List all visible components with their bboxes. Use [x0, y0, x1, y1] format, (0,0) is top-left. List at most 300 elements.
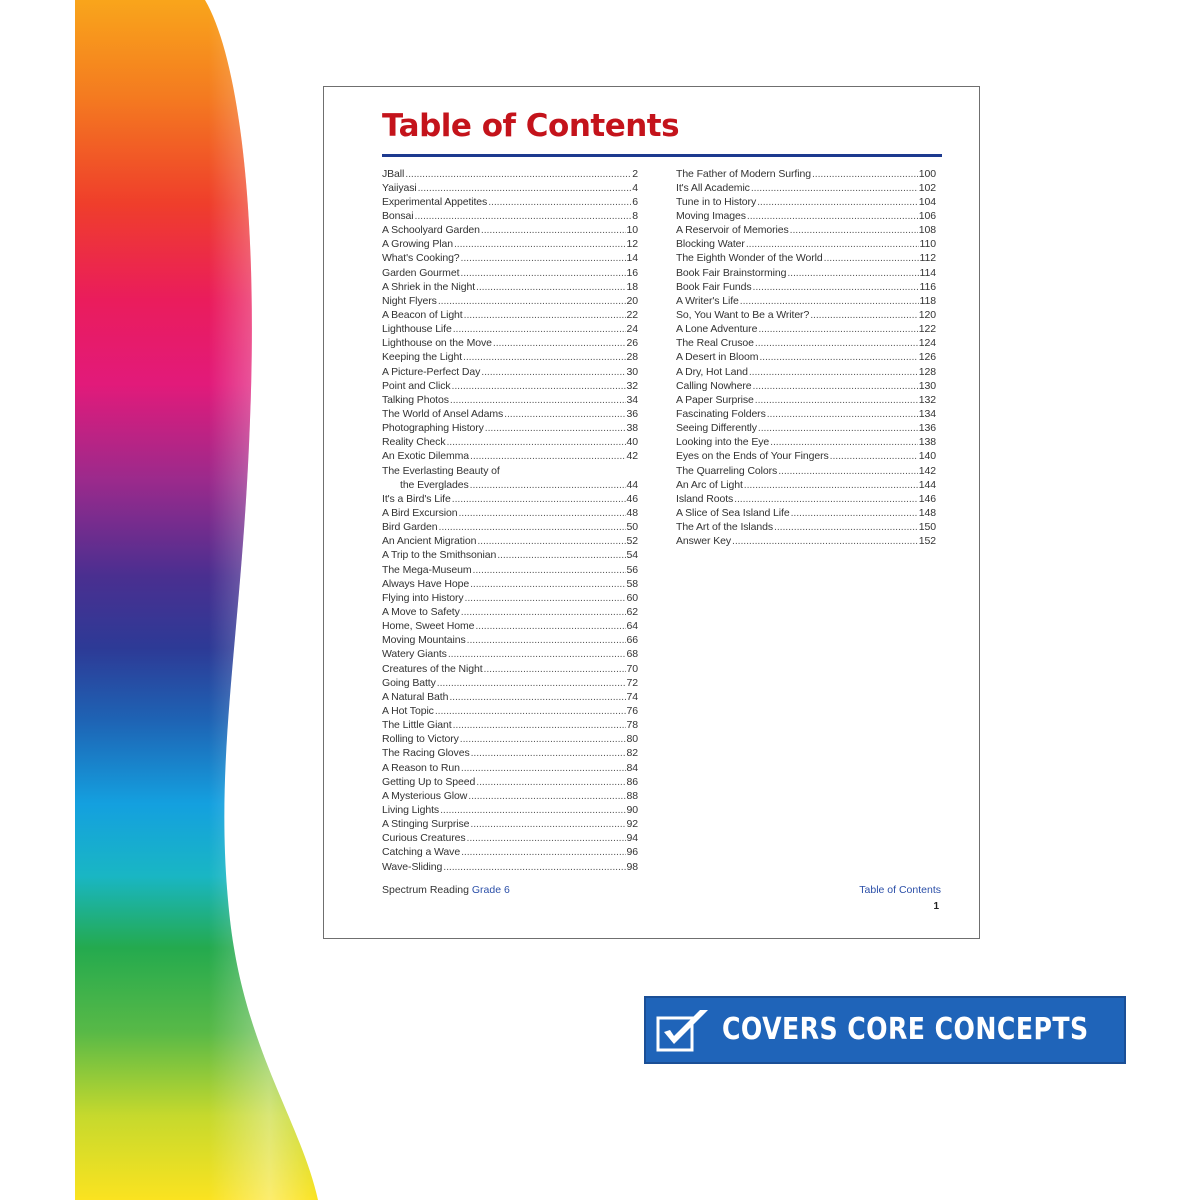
toc-leader-dots	[812, 169, 918, 180]
toc-leader-dots	[824, 253, 919, 264]
toc-entry-page: 6	[632, 195, 638, 208]
toc-leader-dots	[415, 211, 632, 222]
toc-entry-title: A Desert in Bloom	[676, 351, 759, 364]
toc-leader-dots	[461, 763, 626, 774]
toc-entry	[382, 646, 638, 660]
toc-entry	[676, 222, 936, 236]
toc-leader-dots	[749, 367, 918, 378]
toc-entry-title: Answer Key	[676, 535, 732, 548]
toc-leader-dots	[468, 791, 625, 802]
toc-entry-page: 88	[626, 789, 638, 802]
toc-entry-title: What's Cooking?	[382, 252, 460, 265]
toc-entry-page: 124	[918, 337, 936, 350]
toc-leader-dots	[497, 550, 625, 561]
toc-entry-page: 126	[918, 351, 936, 364]
toc-entry-title: Bonsai	[382, 210, 414, 223]
toc-entry	[676, 405, 936, 419]
toc-entry-page: 72	[626, 676, 638, 689]
toc-entry	[676, 448, 936, 462]
toc-entry-title: A Trip to the Smithsonian	[382, 549, 497, 562]
toc-entry	[382, 660, 638, 674]
toc-entry-page: 56	[626, 563, 638, 576]
toc-entry-title: Lighthouse Life	[382, 323, 452, 336]
toc-entry-title: It's a Bird's Life	[382, 492, 451, 505]
toc-entry	[382, 504, 638, 518]
toc-entry-page: 90	[626, 803, 638, 816]
toc-entry-title: It's All Academic	[676, 181, 750, 194]
toc-leader-dots	[753, 282, 919, 293]
footer-series	[382, 884, 510, 896]
toc-entry-page: 130	[918, 379, 936, 392]
toc-leader-dots	[810, 310, 918, 321]
toc-entry-title: Book Fair Funds	[676, 280, 752, 293]
footer-grade: Grade 6	[471, 884, 510, 896]
toc-entry	[382, 179, 638, 193]
toc-entry	[382, 561, 638, 575]
toc-entry-page: 102	[918, 181, 936, 194]
toc-entry-title: Lighthouse on the Move	[382, 337, 492, 350]
toc-entry-title: A Reservoir of Memories	[676, 224, 789, 237]
toc-entry-page: 110	[919, 238, 936, 251]
toc-leader-dots	[830, 451, 918, 462]
toc-leader-dots	[463, 352, 625, 363]
toc-entry-page: 84	[626, 761, 638, 774]
toc-entry-page: 52	[626, 535, 638, 548]
toc-leader-dots	[751, 183, 918, 194]
toc-leader-dots	[452, 381, 626, 392]
toc-entry-page: 20	[626, 294, 638, 307]
toc-entry-title: The Quarreling Colors	[676, 464, 778, 477]
toc-entry-page: 58	[626, 577, 638, 590]
toc-entry-page: 140	[918, 450, 936, 463]
toc-entry	[382, 165, 638, 179]
toc-entry-title: A Paper Surprise	[676, 393, 754, 406]
toc-leader-dots	[461, 253, 626, 264]
toc-entry-title: A Stinging Surprise	[382, 818, 470, 831]
toc-entry	[382, 193, 638, 207]
toc-leader-dots	[448, 649, 626, 660]
toc-entry	[382, 462, 638, 476]
toc-entry-page: 150	[918, 521, 936, 534]
toc-entry	[382, 377, 638, 391]
toc-entry	[382, 306, 638, 320]
toc-entry-title: JBall	[382, 167, 405, 180]
toc-entry-title: Yaiiyasi	[382, 181, 417, 194]
toc-leader-dots	[484, 664, 626, 675]
toc-leader-dots	[471, 748, 626, 759]
toc-entry-title: A Hot Topic	[382, 704, 434, 717]
toc-entry-page: 12	[626, 238, 638, 251]
toc-entry	[676, 476, 936, 490]
toc-entry-title: the Everglades	[400, 478, 469, 491]
toc-entry	[676, 504, 936, 518]
toc-entry-title: Eyes on the Ends of Your Fingers	[676, 450, 829, 463]
toc-entry-title: Catching a Wave	[382, 846, 461, 859]
toc-entry	[382, 547, 638, 561]
toc-entry	[382, 745, 638, 759]
toc-entry-title: Reality Check	[382, 436, 446, 449]
toc-entry-page: 68	[626, 648, 638, 661]
toc-entry	[676, 349, 936, 363]
toc-entry-title: Going Batty	[382, 676, 436, 689]
toc-entry-title: The Racing Gloves	[382, 747, 470, 760]
toc-entry-title: A Shriek in the Night	[382, 280, 476, 293]
toc-leader-dots	[757, 197, 918, 208]
toc-leader-dots	[770, 437, 918, 448]
banner-text: COVERS CORE CONCEPTS	[722, 1012, 1089, 1047]
toc-entry-page: 30	[626, 365, 638, 378]
toc-leader-dots	[446, 437, 625, 448]
toc-leader-dots	[405, 169, 631, 180]
toc-entry-title: Tune in to History	[676, 195, 757, 208]
toc-entry-page: 60	[626, 591, 638, 604]
toc-entry	[382, 448, 638, 462]
toc-leader-dots	[758, 324, 917, 335]
toc-entry-title: Island Roots	[676, 492, 734, 505]
page-number: 1	[933, 901, 939, 912]
toc-leader-dots	[774, 522, 918, 533]
toc-entry-page: 16	[626, 266, 638, 279]
toc-entry	[382, 632, 638, 646]
toc-leader-dots	[759, 352, 917, 363]
toc-entry	[382, 575, 638, 589]
toc-entry-page: 4	[632, 181, 638, 194]
toc-entry	[676, 207, 936, 221]
toc-entry-title: Book Fair Brainstorming	[676, 266, 787, 279]
checkbox-check-icon	[656, 1008, 714, 1054]
toc-entry	[676, 250, 936, 264]
toc-entry	[676, 193, 936, 207]
toc-entry	[382, 405, 638, 419]
toc-leader-dots	[481, 367, 625, 378]
toc-leader-dots	[747, 211, 918, 222]
toc-entry-page: 144	[918, 478, 936, 491]
toc-entry-title: Night Flyers	[382, 294, 437, 307]
toc-leader-dots	[488, 197, 631, 208]
toc-entry-page: 44	[626, 478, 638, 491]
toc-entry-page: 48	[626, 507, 638, 520]
toc-entry	[676, 165, 936, 179]
toc-entry-page: 92	[626, 818, 638, 831]
toc-entry	[382, 519, 638, 533]
toc-leader-dots	[758, 423, 918, 434]
toc-entry-title: Living Lights	[382, 803, 440, 816]
toc-entry	[382, 589, 638, 603]
toc-entry	[676, 278, 936, 292]
toc-leader-dots	[755, 338, 918, 349]
toc-entry-title: Curious Creatures	[382, 832, 466, 845]
toc-entry-title: Creatures of the Night	[382, 662, 483, 675]
toc-entry	[382, 476, 638, 490]
toc-leader-dots	[778, 466, 918, 477]
toc-leader-dots	[450, 395, 626, 406]
toc-entry-page: 14	[626, 252, 638, 265]
toc-leader-dots	[460, 268, 625, 279]
toc-entry	[382, 363, 638, 377]
toc-entry	[382, 222, 638, 236]
toc-leader-dots	[481, 225, 626, 236]
toc-entry-title: The Art of the Islands	[676, 521, 774, 534]
page-title: Table of Contents	[382, 108, 680, 144]
toc-entry	[382, 688, 638, 702]
toc-entry-page: 62	[626, 606, 638, 618]
toc-entry	[676, 377, 936, 391]
toc-leader-dots	[440, 805, 625, 816]
toc-leader-dots	[755, 395, 918, 406]
toc-leader-dots	[461, 847, 625, 858]
toc-entry-title: An Arc of Light	[676, 478, 743, 491]
toc-leader-dots	[504, 409, 625, 420]
toc-right-column	[676, 165, 936, 547]
toc-entry-title: The Little Giant	[382, 719, 452, 732]
toc-leader-dots	[438, 296, 626, 307]
toc-entry	[382, 787, 638, 801]
toc-entry-page: 66	[626, 634, 638, 647]
toc-entry	[382, 264, 638, 278]
toc-entry-page: 34	[626, 393, 638, 406]
toc-entry-page: 70	[626, 662, 638, 675]
toc-entry-title: A Reason to Run	[382, 761, 460, 774]
toc-entry-title: The Eighth Wonder of the World	[676, 252, 823, 265]
toc-entry-page: 116	[919, 280, 936, 293]
toc-leader-dots	[734, 494, 918, 505]
toc-entry-title: Home, Sweet Home	[382, 620, 475, 633]
toc-entry	[676, 179, 936, 193]
toc-entry-title: The Real Crusoe	[676, 337, 754, 350]
toc-entry-title: Rolling to Victory	[382, 733, 459, 746]
toc-entry-page: 2	[632, 167, 638, 180]
toc-entry	[382, 250, 638, 264]
toc-entry-page: 132	[918, 393, 936, 406]
toc-entry	[676, 391, 936, 405]
toc-leader-dots	[443, 862, 625, 873]
toc-entry	[382, 815, 638, 829]
toc-entry-title: Moving Images	[676, 210, 746, 223]
toc-entry-title: Photographing History	[382, 422, 484, 435]
toc-entry-title: Garden Gourmet	[382, 266, 460, 279]
toc-entry-title: Calling Nowhere	[676, 379, 752, 392]
toc-leader-dots	[452, 494, 626, 505]
toc-entry-title: Watery Giants	[382, 648, 447, 661]
toc-leader-dots	[732, 536, 918, 547]
toc-entry	[676, 519, 936, 533]
toc-entry-page: 78	[626, 719, 638, 732]
toc-entry	[382, 618, 638, 632]
toc-entry-page: 64	[626, 620, 638, 633]
toc-leader-dots	[470, 451, 626, 462]
toc-entry	[382, 674, 638, 688]
toc-entry	[382, 801, 638, 815]
toc-entry-page: 106	[918, 210, 936, 223]
toc-leader-dots	[439, 522, 626, 533]
toc-entry-title: The Everlasting Beauty of	[382, 464, 500, 477]
toc-entry	[676, 292, 936, 306]
toc-leader-dots	[454, 239, 626, 250]
toc-entry	[382, 391, 638, 405]
toc-entry	[382, 858, 638, 872]
toc-entry	[382, 349, 638, 363]
toc-leader-dots	[476, 777, 625, 788]
toc-leader-dots	[461, 607, 626, 618]
toc-entry	[382, 292, 638, 306]
toc-entry	[382, 335, 638, 349]
toc-leader-dots	[458, 508, 625, 519]
toc-entry-title: The Father of Modern Surfing	[676, 167, 811, 180]
toc-entry-title: The World of Ansel Adams	[382, 408, 504, 421]
toc-entry-page: 32	[626, 379, 638, 392]
toc-entry-title: Getting Up to Speed	[382, 775, 476, 788]
toc-leader-dots	[475, 621, 625, 632]
toc-entry-page: 142	[918, 464, 936, 477]
toc-entry-title: A Beacon of Light	[382, 309, 463, 322]
toc-entry-page: 22	[626, 309, 638, 322]
toc-entry-page: 122	[918, 323, 936, 336]
toc-entry-title: A Growing Plan	[382, 238, 453, 251]
toc-entry-page: 100	[918, 167, 936, 180]
toc-leader-dots	[437, 678, 626, 689]
toc-entry-title: A Slice of Sea Island Life	[676, 507, 790, 520]
toc-entry-title: A Lone Adventure	[676, 323, 758, 336]
toc-entry-page: 40	[626, 436, 638, 449]
toc-entry	[676, 434, 936, 448]
toc-entry-page: 134	[918, 408, 936, 421]
toc-leader-dots	[470, 480, 626, 491]
toc-entry	[382, 731, 638, 745]
toc-entry	[382, 434, 638, 448]
toc-entry-page: 42	[626, 450, 638, 463]
rainbow-stripe-decoration	[0, 0, 360, 1200]
toc-entry-title: Experimental Appetites	[382, 195, 488, 208]
toc-entry-page: 146	[918, 492, 936, 505]
toc-leader-dots	[418, 183, 632, 194]
toc-leader-dots	[791, 508, 918, 519]
toc-entry	[382, 490, 638, 504]
toc-entry-page: 54	[626, 549, 638, 562]
toc-entry	[676, 533, 936, 547]
toc-left-column	[382, 165, 638, 872]
toc-entry-title: Bird Garden	[382, 521, 438, 534]
toc-entry-page: 46	[626, 492, 638, 505]
toc-entry-title: Flying into History	[382, 591, 464, 604]
toc-entry	[382, 773, 638, 787]
toc-leader-dots	[790, 225, 918, 236]
toc-entry-title: A Dry, Hot Land	[676, 365, 748, 378]
toc-leader-dots	[485, 423, 626, 434]
toc-entry-page: 108	[918, 224, 936, 237]
toc-entry-page: 118	[919, 294, 936, 307]
toc-leader-dots	[449, 692, 625, 703]
toc-entry-page: 28	[626, 351, 638, 364]
footer-series-name: Spectrum Reading	[382, 884, 469, 896]
toc-entry-page: 86	[626, 775, 638, 788]
toc-entry	[676, 236, 936, 250]
toc-entry-title: A Bird Excursion	[382, 507, 458, 520]
toc-leader-dots	[435, 706, 626, 717]
toc-leader-dots	[476, 282, 625, 293]
toc-entry-page: 104	[918, 195, 936, 208]
toc-entry	[676, 264, 936, 278]
toc-leader-dots	[740, 296, 919, 307]
toc-entry-page: 76	[626, 704, 638, 717]
toc-entry-title: So, You Want to Be a Writer?	[676, 309, 810, 322]
toc-entry	[382, 702, 638, 716]
toc-leader-dots	[473, 565, 626, 576]
toc-leader-dots	[467, 833, 626, 844]
toc-entry-page: 80	[626, 733, 638, 746]
toc-entry	[676, 420, 936, 434]
toc-leader-dots	[746, 239, 919, 250]
toc-leader-dots	[470, 579, 625, 590]
toc-entry-page: 82	[626, 747, 638, 760]
toc-entry-title: Seeing Differently	[676, 422, 757, 435]
toc-entry-page: 96	[626, 846, 638, 859]
toc-entry-page: 38	[626, 422, 638, 435]
toc-entry-title: Point and Click	[382, 379, 451, 392]
toc-entry-title: Keeping the Light	[382, 351, 463, 364]
toc-entry-title: Always Have Hope	[382, 577, 470, 590]
footer-section: Table of Contents	[859, 884, 941, 896]
toc-entry-title: A Schoolyard Garden	[382, 224, 480, 237]
toc-entry	[676, 462, 936, 476]
book-page	[323, 86, 980, 939]
toc-entry-title: An Exotic Dilemma	[382, 450, 469, 463]
toc-leader-dots	[787, 268, 918, 279]
toc-entry-page: 138	[918, 436, 936, 449]
toc-entry-title: Talking Photos	[382, 393, 449, 406]
toc-entry-page: 36	[626, 408, 638, 421]
toc-entry	[676, 363, 936, 377]
toc-leader-dots	[467, 635, 626, 646]
toc-entry-title: Fascinating Folders	[676, 408, 766, 421]
toc-leader-dots	[465, 593, 626, 604]
toc-entry	[676, 335, 936, 349]
covers-core-concepts-banner	[644, 996, 1126, 1064]
toc-entry-title: A Picture-Perfect Day	[382, 365, 481, 378]
toc-entry	[676, 306, 936, 320]
toc-leader-dots	[453, 324, 626, 335]
toc-entry-page: 128	[918, 365, 936, 378]
toc-leader-dots	[493, 338, 626, 349]
toc-entry-page: 112	[919, 252, 936, 265]
toc-entry-title: Moving Mountains	[382, 634, 466, 647]
toc-entry	[382, 278, 638, 292]
title-rule	[382, 154, 942, 157]
toc-entry-page: 120	[918, 309, 936, 322]
toc-entry-page: 136	[918, 422, 936, 435]
toc-entry-page: 50	[626, 521, 638, 534]
toc-entry	[676, 321, 936, 335]
toc-entry-page: 74	[626, 690, 638, 703]
toc-entry	[382, 716, 638, 730]
toc-entry	[382, 207, 638, 221]
toc-leader-dots	[767, 409, 918, 420]
toc-entry-title: A Move to Safety	[382, 606, 460, 618]
toc-entry-page: 94	[626, 832, 638, 845]
toc-entry-title: Looking into the Eye	[676, 436, 770, 449]
toc-leader-dots	[744, 480, 918, 491]
toc-entry	[382, 533, 638, 547]
toc-entry	[382, 830, 638, 844]
toc-entry-title: Wave-Sliding	[382, 860, 443, 873]
toc-leader-dots	[753, 381, 918, 392]
toc-entry	[382, 420, 638, 434]
toc-entry-title: Blocking Water	[676, 238, 745, 251]
toc-leader-dots	[460, 734, 626, 745]
toc-entry-page: 148	[918, 507, 936, 520]
toc-entry-title: The Mega-Museum	[382, 563, 472, 576]
toc-entry	[382, 603, 638, 617]
toc-entry	[382, 321, 638, 335]
